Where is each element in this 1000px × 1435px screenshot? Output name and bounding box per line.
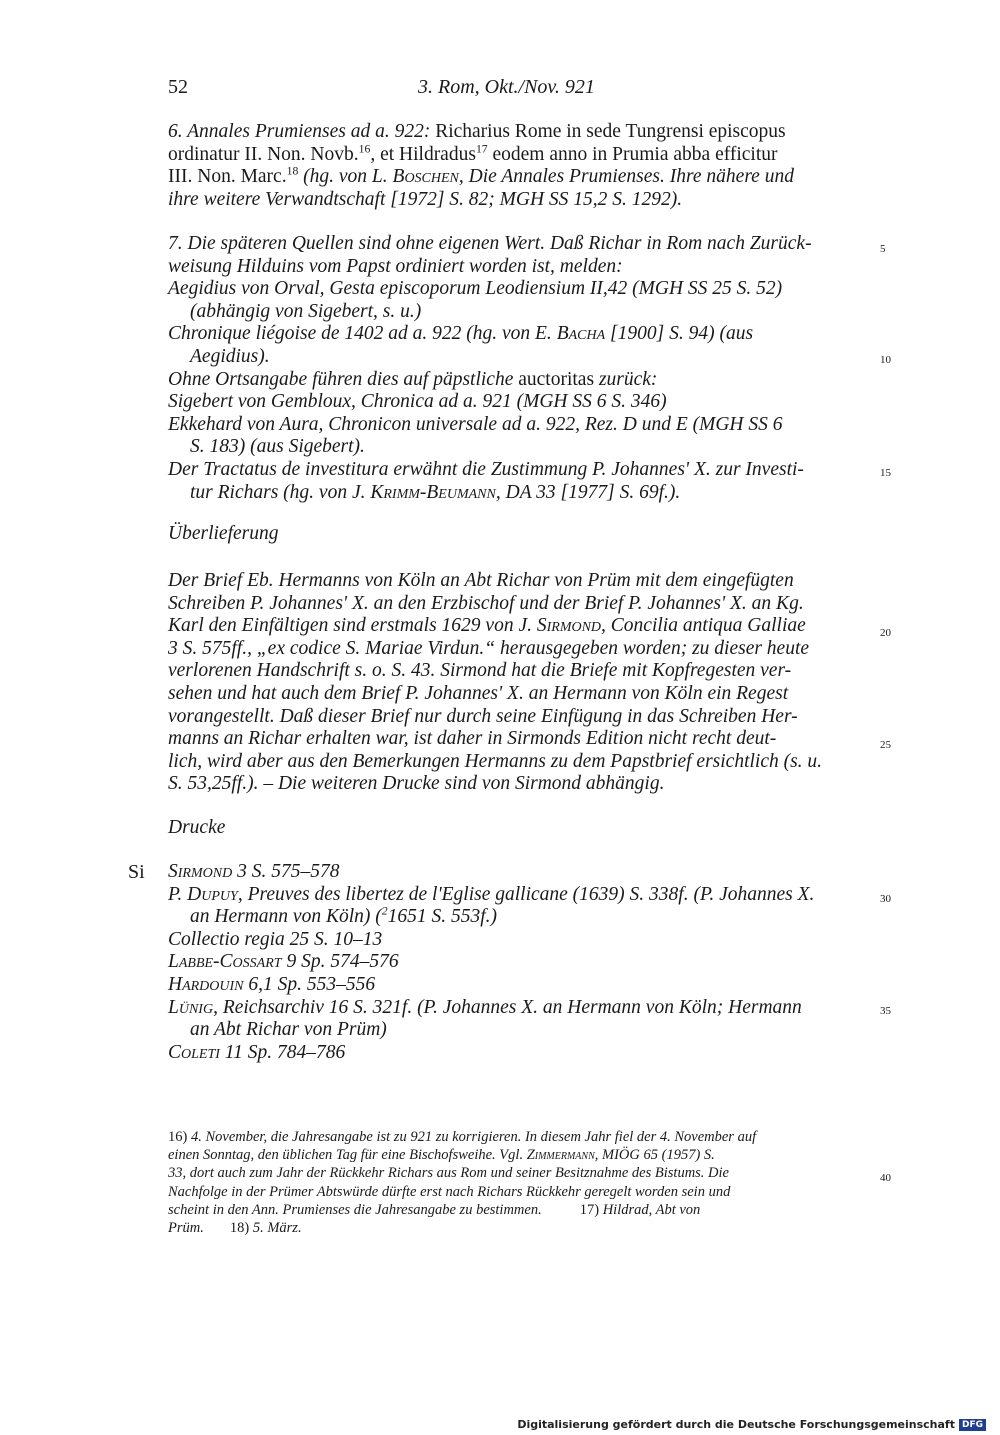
quote-text: eodem anno in Prumia abba efficitur <box>487 143 778 165</box>
footnote-line <box>168 1128 868 1146</box>
text-line: Aegidius von Orval, Gesta episcoporum Leodiensium II,42 (MGH SS 25 S. 52) <box>168 278 783 300</box>
footnote-number: 17) <box>579 1201 600 1218</box>
author-name: Bacha <box>556 323 606 345</box>
text-line: (abhängig von Sigebert, s. u.) <box>190 300 422 322</box>
text-line <box>168 615 868 638</box>
list-item <box>168 951 868 974</box>
citation: Chronique liégoise de 1402 ad a. 922 (hg. von E. <box>168 323 557 345</box>
footnote-number: 18) <box>229 1220 250 1237</box>
text-line: Ekkehard von Aura, Chronicon universale ad a. 922, Rez. D und E (MGH SS 6 <box>168 413 783 435</box>
text-line: Der Brief Eb. Hermanns von Köln an Abt Richar von Prüm mit dem eingefügten <box>168 570 794 591</box>
footnote-line: Nachfolge in der Prümer Abtswürde dürfte erst nach Richars Rückkehr geregelt worden sein und <box>168 1183 731 1200</box>
text-line <box>168 121 868 144</box>
author-name: Zimmermann <box>526 1147 595 1164</box>
footnote-text: Prüm. <box>168 1220 204 1237</box>
text-line <box>168 144 868 167</box>
text-line: Aegidius). <box>190 345 270 367</box>
author-name: Coleti <box>168 1041 220 1063</box>
siglum: Si <box>128 861 145 883</box>
line-number: 5 <box>880 243 886 255</box>
author-name: Boschen <box>392 166 459 188</box>
digitization-footer <box>517 1418 986 1431</box>
footnote-text: Hildrad, Abt von <box>599 1201 701 1218</box>
page-header <box>168 76 868 106</box>
text-segment: 1651 S. 553f.) <box>387 906 497 928</box>
footnote-text: 4. November, die Jahresangabe ist zu 921 zu korrigieren. In diesem Jahr fiel der 4. November auf <box>187 1129 757 1145</box>
text-line: manns an Richar erhalten war, ist daher in Sirmonds Edition nicht recht deut- <box>168 728 777 750</box>
text-line: 3 S. 575ff., „ex codice S. Mariae Virdun.“ herausgegeben worden; zu dieser heute <box>168 637 810 659</box>
list-item: an Abt Richar von Prüm) <box>190 1019 387 1041</box>
text-segment: , Preuves des libertez de l'Eglise gallicane (1639) S. 338f. (P. Johannes X. <box>237 883 815 905</box>
line-number: 25 <box>880 739 891 751</box>
quote-text: III. Non. Marc. <box>168 166 287 188</box>
ueberlieferung-paragraph <box>168 570 868 796</box>
list-item <box>168 861 868 884</box>
footnote-line <box>168 1146 868 1164</box>
dfg-logo: DFG <box>959 1419 986 1431</box>
footnote-ref: 18 <box>286 164 299 178</box>
author-name: Dupuy <box>187 883 238 905</box>
text-line: S. 183) (aus Sigebert). <box>190 436 365 458</box>
quote-text: Richarius Rome in sede Tungrensi episcopus <box>430 121 786 142</box>
heading-drucke: Drucke <box>168 817 226 838</box>
text-segment: zurück: <box>594 368 658 390</box>
text-line: vorangestellt. Daß dieser Brief nur durch seine Einfügung in das Schreiben Her- <box>168 705 798 727</box>
list-item <box>168 884 868 907</box>
author-name: Hardouin <box>168 973 244 995</box>
footnote-line: 33, dort auch zum Jahr der Rückkehr Richars aus Rom und seiner Besitznahme des Bistums. Die <box>168 1165 729 1182</box>
line-number: 35 <box>880 1005 891 1017</box>
text-segment: 3 S. 575–578 <box>232 861 340 882</box>
text-line: 7. Die späteren Quellen sind ohne eigenen Wert. Daß Richar in Rom nach Zurück- <box>168 233 812 254</box>
text-segment: 9 Sp. 574–576 <box>281 951 399 973</box>
page-number: 52 <box>168 76 188 98</box>
source-ref: 6. Annales Prumienses ad a. 922: <box>168 121 431 142</box>
text-line: Sigebert von Gembloux, Chronica ad a. 921 (MGH SS 6 S. 346) <box>168 391 667 413</box>
text-line <box>168 166 868 189</box>
author-name: Sirmond <box>168 861 233 882</box>
text-segment: , Concilia antiqua Galliae <box>601 615 806 637</box>
list-item <box>168 906 868 929</box>
text-line: Der Tractatus de investitura erwähnt die Zustimmung P. Johannes' X. zur Investi- <box>168 458 804 480</box>
quote-text: ordinatur II. Non. Novb. <box>168 143 359 165</box>
running-title: 3. Rom, Okt./Nov. 921 <box>418 76 595 98</box>
footnote-ref: 16 <box>358 142 371 156</box>
text-line <box>168 482 868 505</box>
text-segment: 11 Sp. 784–786 <box>219 1041 346 1063</box>
citation: [1900] S. 94) (aus <box>605 323 754 345</box>
text-segment: an Hermann von Köln) ( <box>190 906 382 928</box>
text-line: verlorenen Handschrift s. o. S. 43. Sirmond hat die Briefe mit Kopfregesten ver- <box>168 660 792 682</box>
drucke-list <box>168 861 868 1064</box>
latin-term: auctoritas <box>518 368 595 390</box>
text-segment: 6,1 Sp. 553–556 <box>243 973 376 995</box>
citation: tur Richars (hg. von J. <box>190 481 371 503</box>
text-segment: P. <box>168 883 188 905</box>
footnote-text: scheint in den Ann. Prumienses die Jahresangabe zu bestimmen. <box>168 1201 542 1218</box>
list-item: Collectio regia 25 S. 10–13 <box>168 928 383 950</box>
edition-number: 2 <box>381 904 388 918</box>
footnote-number: 16) <box>168 1129 188 1145</box>
text-line: weisung Hilduins vom Papst ordiniert worden ist, melden: <box>168 255 623 277</box>
line-number: 30 <box>880 893 891 905</box>
heading-ueberlieferung: Überlieferung <box>168 523 279 544</box>
line-number: 40 <box>880 1172 891 1184</box>
footnote-text: 5. März. <box>249 1220 302 1237</box>
text-line <box>168 369 868 392</box>
text-segment: Karl den Einfältigen sind erstmals 1629 von J. <box>168 615 537 637</box>
text-segment: , Reichsarchiv 16 S. 321f. (P. Johannes X. an Hermann von Köln; Hermann <box>213 996 802 1018</box>
author-name: Krimm-Beumann <box>370 481 496 503</box>
line-number: 20 <box>880 627 891 639</box>
text-segment: Ohne Ortsangabe führen dies auf päpstliche <box>168 368 519 390</box>
text-line: sehen und hat auch dem Brief P. Johannes' X. an Hermann von Köln ein Regest <box>168 682 789 704</box>
list-item <box>168 974 868 997</box>
list-item <box>168 1042 868 1065</box>
text-line: Schreiben P. Johannes' X. an den Erzbischof und der Brief P. Johannes' X. an Kg. <box>168 592 804 614</box>
footnote-text: einen Sonntag, den üblichen Tag für eine Bischofsweihe. Vgl. <box>168 1147 527 1164</box>
text-line <box>168 323 868 346</box>
quote-text: , et Hildradus <box>370 143 476 165</box>
citation: (hg. von L. <box>298 166 393 188</box>
author-name: Lünig <box>168 996 214 1018</box>
citation: , DA 33 [1977] S. 69f.). <box>495 481 681 503</box>
citation: , Die Annales Prumienses. Ihre nähere und <box>458 166 794 188</box>
section-6 <box>168 121 868 211</box>
footer-text: Digitalisierung gefördert durch die Deutsche Forschungsgemeinschaft <box>517 1418 955 1431</box>
text-line: S. 53,25ff.). – Die weiteren Drucke sind von Sirmond abhängig. <box>168 773 665 795</box>
footnote-text: , MIÖG 65 (1957) S. <box>594 1147 715 1164</box>
author-name: Sirmond <box>536 615 602 637</box>
text-line: lich, wird aber aus den Bemerkungen Hermanns zu dem Papstbrief ersichtlich (s. u. <box>168 750 823 772</box>
line-number: 15 <box>880 467 891 479</box>
section-7 <box>168 233 868 504</box>
list-item <box>168 997 868 1020</box>
footnote-line <box>168 1201 868 1219</box>
text-line: ihre weitere Verwandtschaft [1972] S. 82; MGH SS 15,2 S. 1292). <box>168 188 683 210</box>
footnote-ref: 17 <box>475 142 488 156</box>
author-name: Labbe-Cossart <box>168 951 282 973</box>
footnotes <box>168 1128 868 1237</box>
footnote-line <box>168 1219 868 1237</box>
line-number: 10 <box>880 354 891 366</box>
